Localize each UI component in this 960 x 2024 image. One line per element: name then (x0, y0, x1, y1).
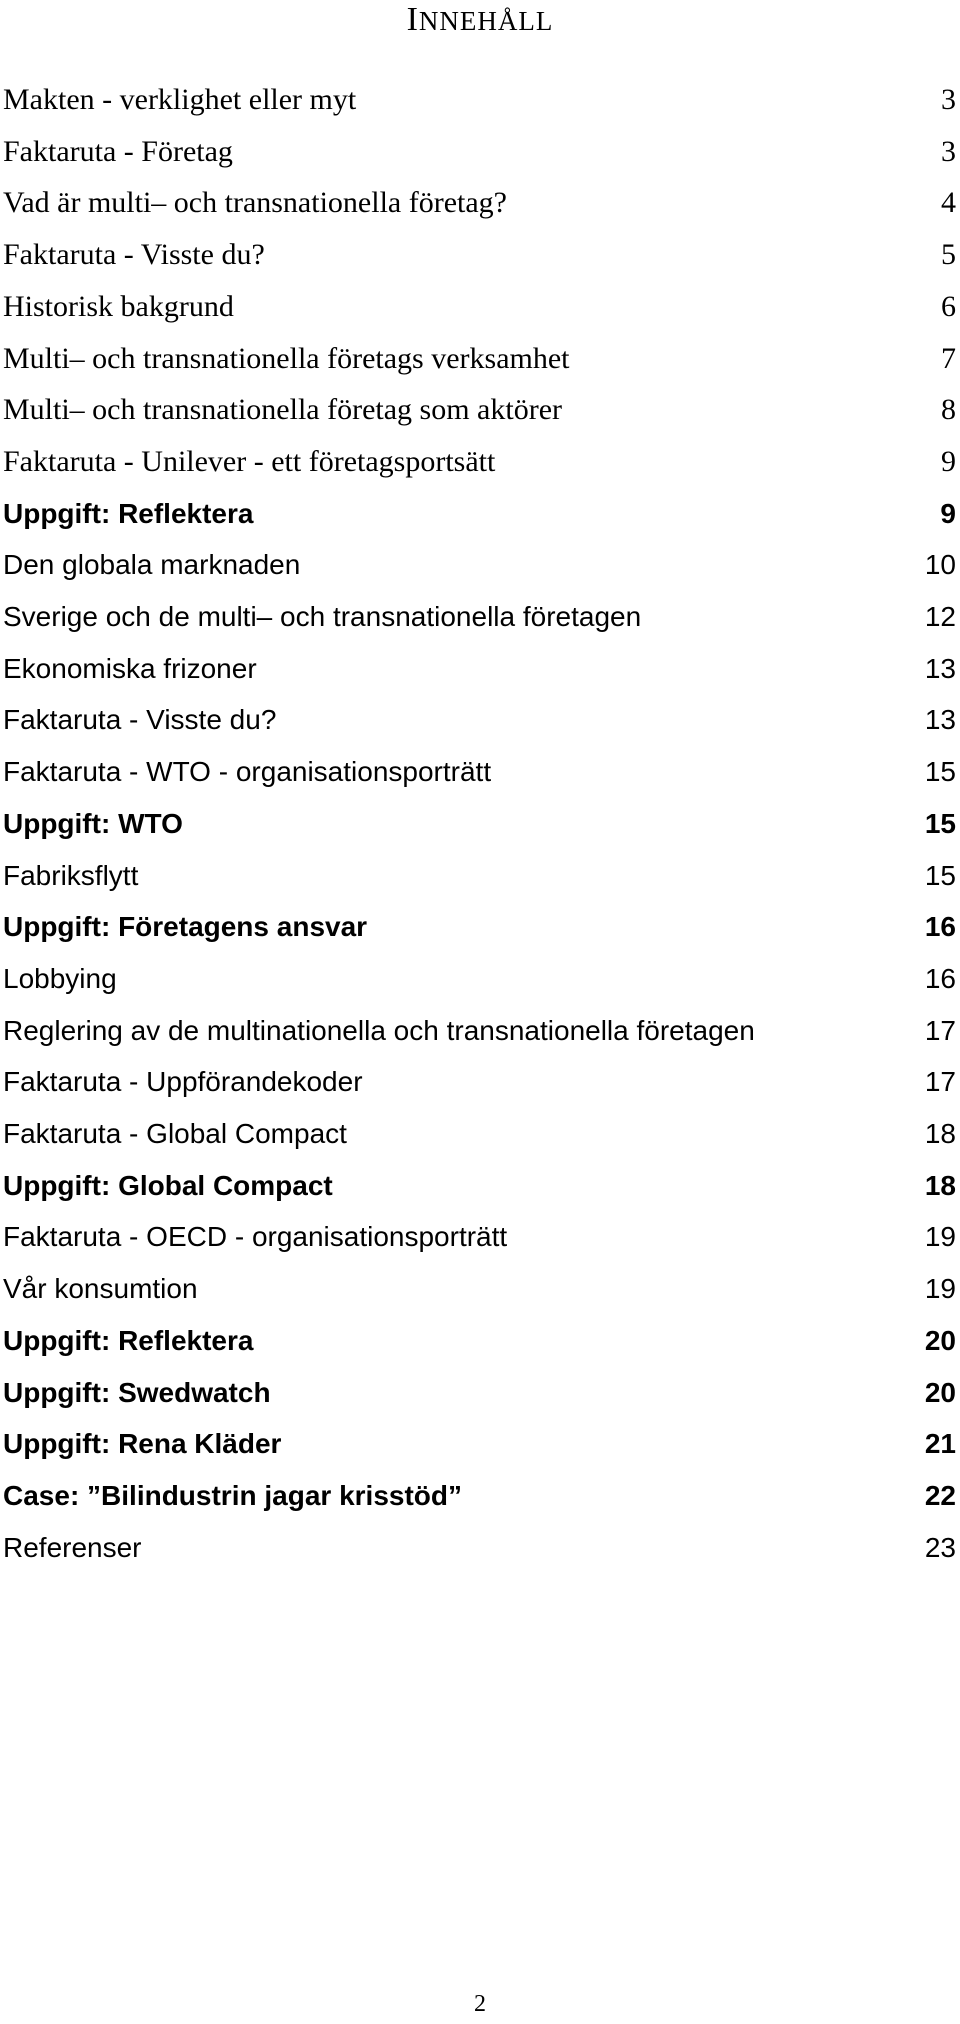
toc-entry (0, 1114, 960, 1162)
toc-entry-page: 22 (924, 1479, 956, 1511)
toc-entry-page: 23 (924, 1531, 956, 1563)
toc-entry (0, 649, 960, 697)
toc-entry-title: Sverige och de multi– och transnationella företagen (3, 601, 642, 632)
toc-entry-title: Faktaruta - Unilever - ett företagsportsätt (3, 444, 496, 478)
toc-entry-title: Faktaruta - Visste du? (3, 704, 277, 736)
toc-entry-page: 8 (941, 393, 956, 427)
toc-entry-page: 7 (941, 341, 956, 375)
toc-entry (0, 1373, 960, 1421)
toc-entry-title: Uppgift: Rena Kläder (3, 1428, 282, 1460)
toc-entry-page: 12 (924, 601, 956, 632)
toc-entry (0, 1269, 960, 1317)
toc-entry-page: 18 (924, 1169, 956, 1201)
toc-entry-title: Faktaruta - Global Compact (3, 1118, 347, 1149)
toc-entry-page: 10 (924, 549, 956, 581)
toc-entry (0, 804, 960, 852)
toc-entry-title: Makten - verklighet eller myt (3, 83, 357, 116)
toc-entry-title: Multi– och transnationella företag som aktörer (3, 393, 562, 427)
toc-entry (0, 1062, 960, 1110)
toc-entry-page: 3 (941, 83, 956, 116)
toc-entry-page: 15 (924, 756, 956, 788)
toc-entry (0, 1321, 960, 1369)
toc-entry-title: Uppgift: WTO (3, 807, 183, 839)
page-title-rest: NNEHÅLL (418, 6, 554, 36)
toc-entry-page: 15 (924, 859, 956, 891)
toc-entry-title: Reglering av de multinationella och transnationella företagen (3, 1014, 755, 1046)
toc-entry-page: 13 (924, 652, 956, 684)
toc-entry (0, 1528, 960, 1576)
toc-entry-page: 16 (924, 962, 956, 994)
toc-entry-title: Referenser (3, 1531, 142, 1563)
toc-entry-page: 6 (941, 289, 956, 323)
toc-entry-title: Uppgift: Swedwatch (3, 1376, 271, 1408)
toc-entry-title: Faktaruta - OECD - organisationsporträtt (3, 1221, 508, 1253)
toc-entry-page: 17 (924, 1066, 956, 1098)
page-number: 2 (474, 1991, 486, 2017)
toc-entry-page: 4 (941, 186, 956, 220)
page-title (0, 0, 960, 41)
toc-entry-title: Ekonomiska frizoner (3, 652, 257, 684)
toc-entry-page: 16 (924, 911, 956, 943)
toc-entry (0, 1217, 960, 1265)
toc-entry-page: 21 (924, 1428, 956, 1460)
toc-entry-page: 9 (940, 497, 956, 529)
toc-entry (0, 1476, 960, 1524)
toc-entry-page: 15 (924, 807, 956, 839)
toc-entry-page: 19 (924, 1273, 956, 1305)
toc-entry (0, 287, 960, 335)
toc-entry-title: Uppgift: Reflektera (3, 1324, 254, 1356)
toc-entry-title: Den globala marknaden (3, 549, 301, 581)
toc-entry (0, 442, 960, 490)
toc-entry-page: 9 (941, 444, 956, 478)
toc-entry (0, 959, 960, 1007)
toc-entry (0, 545, 960, 593)
toc-entry (0, 700, 960, 748)
toc-entry (0, 235, 960, 283)
toc-entry-title: Lobbying (3, 962, 117, 994)
toc-entry-title: Fabriksflytt (3, 859, 139, 891)
toc-entry-title: Uppgift: Global Compact (3, 1169, 333, 1201)
toc-entry-title: Uppgift: Företagens ansvar (3, 911, 368, 943)
toc-entry-page: 20 (924, 1376, 956, 1408)
toc-entry-title: Vad är multi– och transnationella företag? (3, 186, 507, 220)
toc-entry-page: 18 (924, 1118, 956, 1149)
toc-entry-title: Multi– och transnationella företags verksamhet (3, 341, 570, 375)
toc-entry-page: 17 (924, 1014, 956, 1046)
toc-entry-title: Uppgift: Reflektera (3, 497, 254, 529)
toc-entry-page: 19 (924, 1221, 956, 1253)
toc-entry (0, 390, 960, 438)
page-title-first-letter: I (406, 1, 419, 38)
toc-entry (0, 132, 960, 180)
toc-entry-title: Historisk bakgrund (3, 289, 234, 323)
toc-entry-page: 5 (941, 238, 956, 272)
toc-entry (0, 494, 960, 542)
toc-entry (0, 1166, 960, 1214)
toc-entry-title: Faktaruta - Visste du? (3, 238, 265, 272)
toc-entry-page: 20 (924, 1324, 956, 1356)
toc-entry-title: Case: ”Bilindustrin jagar krisstöd” (3, 1479, 462, 1511)
toc-entry (0, 183, 960, 231)
toc-entry-title: Vår konsumtion (3, 1273, 198, 1305)
toc-entry-title: Faktaruta - Företag (3, 134, 233, 168)
toc-entry (0, 856, 960, 904)
toc-entry (0, 339, 960, 387)
toc-entry (0, 1424, 960, 1472)
toc-entry-title: Faktaruta - WTO - organisationsporträtt (3, 756, 492, 788)
toc-entry (0, 80, 960, 128)
toc-entry-page: 13 (924, 704, 956, 736)
toc-entry (0, 752, 960, 800)
toc-entry (0, 907, 960, 955)
toc-entry-page: 3 (941, 134, 956, 168)
toc-entry-title: Faktaruta - Uppförandekoder (3, 1066, 363, 1098)
toc-entry (0, 597, 960, 645)
toc-entry (0, 1011, 960, 1059)
